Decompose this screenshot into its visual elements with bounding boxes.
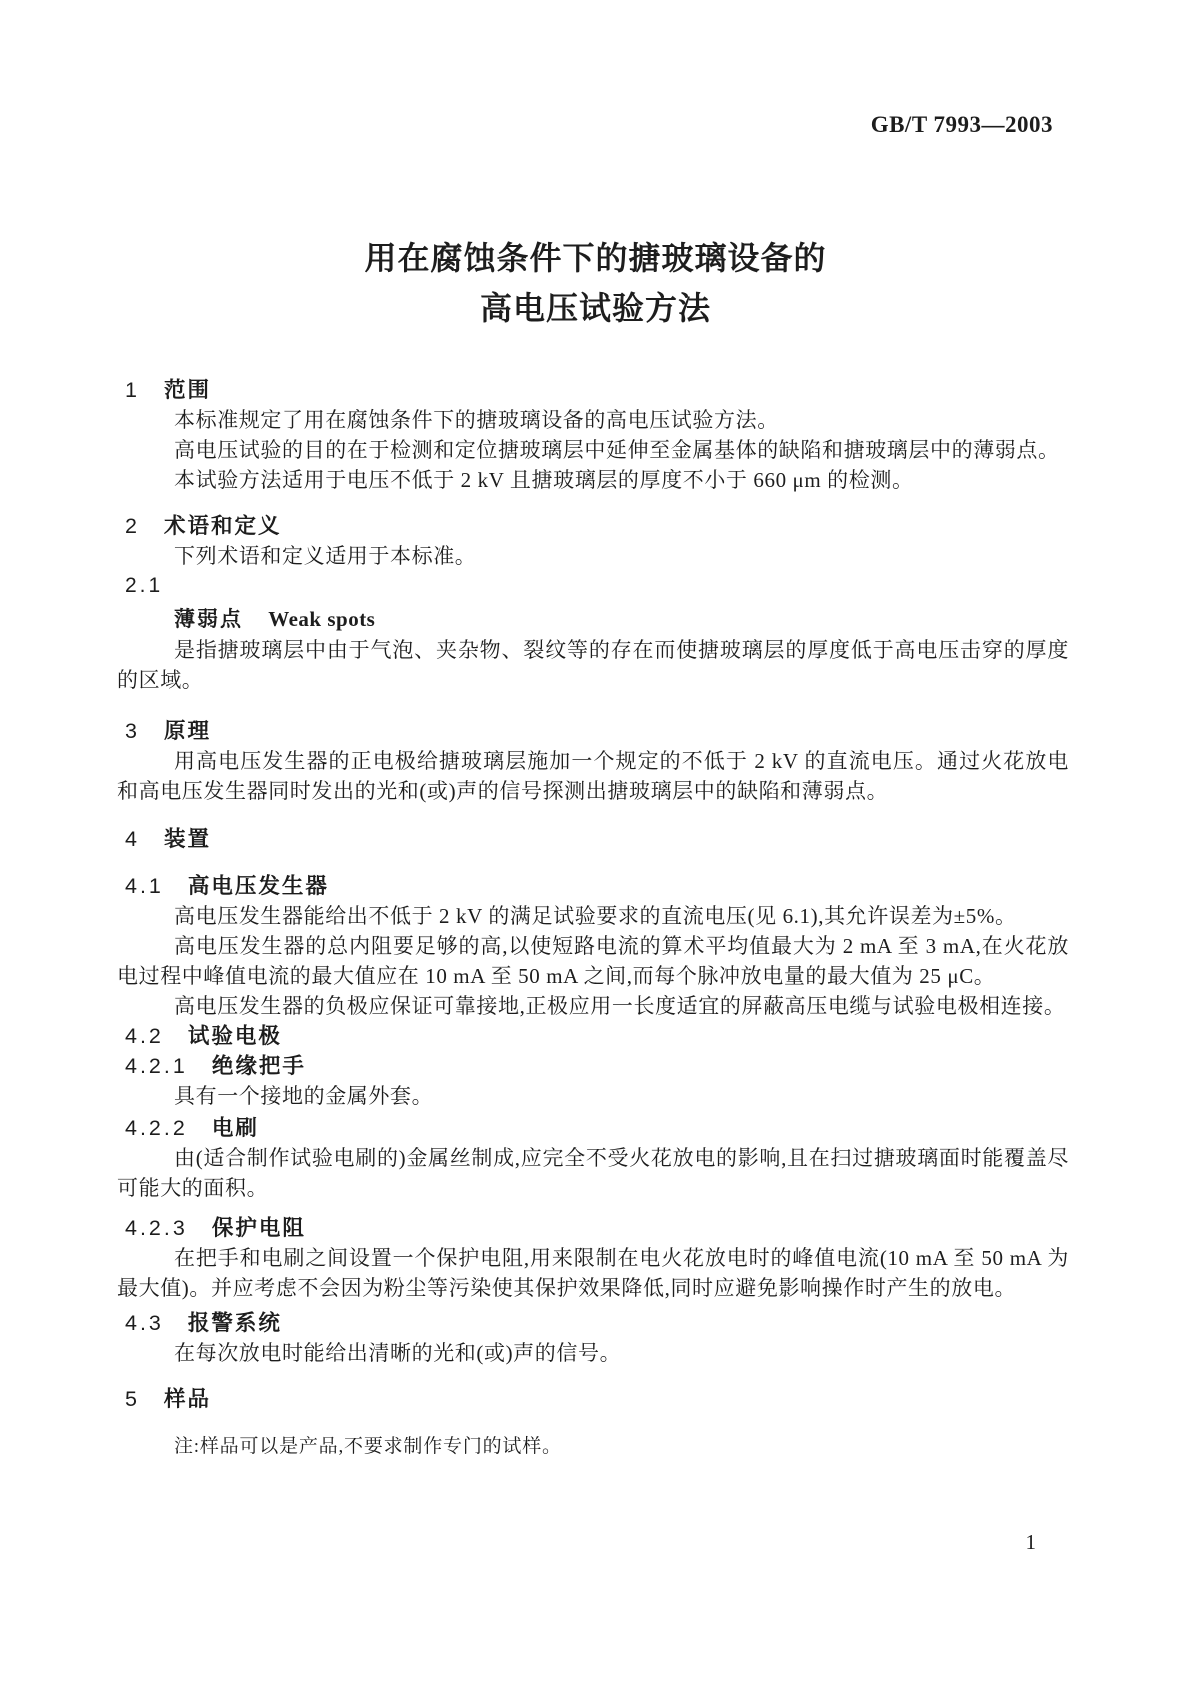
section-4-2-3-number: 4.2.3 [125,1216,188,1240]
section-4-2-heading [125,1021,1069,1051]
term-definition: 是指搪玻璃层中由于气泡、夹杂物、裂纹等的存在而使搪玻璃层的厚度低于高电压击穿的厚度的区域。 [117,638,1069,692]
section-4-3-heading [125,1308,1069,1338]
section-4-2-2-heading [125,1113,1069,1143]
hv-generator-paragraph-3: 高电压发生器的负极应保证可靠接地,正极应用一长度适宜的屏蔽高压电缆与试验电极相连接。 [174,994,1066,1018]
scope-paragraph-1: 本标准规定了用在腐蚀条件下的搪玻璃设备的高电压试验方法。 [174,408,779,432]
section-4-1-title: 高电压发生器 [187,874,329,898]
section-5-number: 5 [125,1387,140,1411]
scope-paragraph-2: 高电压试验的目的在于检测和定位搪玻璃层中延伸至金属基体的缺陷和搪玻璃层中的薄弱点。 [174,438,1060,462]
section-5-title: 样品 [163,1387,211,1411]
sample-note: 注:样品可以是产品,不要求制作专门的试样。 [174,1436,562,1457]
section-4-2-3-title: 保护电阻 [211,1216,306,1240]
section-4-2-2-number: 4.2.2 [125,1116,188,1140]
brush-paragraph: 由(适合制作试验电刷的)金属丝制成,应完全不受火花放电的影响,且在扫过搪玻璃面时能覆盖尽可能大的面积。 [117,1146,1069,1200]
insulating-handle-paragraph: 具有一个接地的金属外套。 [174,1084,434,1108]
section-4-2-title: 试验电极 [187,1024,282,1048]
section-4-1-number: 4.1 [125,874,164,898]
hv-generator-paragraph-2: 高电压发生器的总内阻要足够的高,以使短路电流的算术平均值最大为 2 mA 至 3 mA,在火花放电过程中峰值电流的最大值应在 10 mA 至 50 mA 之间,而每个脉冲放电量的最大值为 25 μC。 [117,934,1069,988]
section-4-2-number: 4.2 [125,1024,164,1048]
section-1-title: 范围 [163,378,211,402]
section-3-heading [125,716,1069,746]
alarm-system-paragraph: 在每次放电时能给出清晰的光和(或)声的信号。 [174,1341,622,1365]
section-4-2-1-heading [125,1051,1069,1081]
section-2-heading [125,511,1069,541]
section-4-2-2-title: 电刷 [211,1116,259,1140]
principle-paragraph: 用高电压发生器的正电极给搪玻璃层施加一个规定的不低于 2 kV 的直流电压。通过火花放电和高电压发生器同时发出的光和(或)声的信号探测出搪玻璃层中的缺陷和薄弱点。 [117,749,1069,803]
section-2-title: 术语和定义 [163,514,282,538]
page-number: 1 [1025,1530,1036,1554]
section-4-1-heading [125,871,1069,901]
hv-generator-paragraph-1: 高电压发生器能给出不低于 2 kV 的满足试验要求的直流电压(见 6.1),其允许误差为±5%。 [174,904,1017,928]
scope-paragraph-3: 本试验方法适用于电压不低于 2 kV 且搪玻璃层的厚度不小于 660 μm 的检测。 [174,468,914,492]
protective-resistor-paragraph: 在把手和电刷之间设置一个保护电阻,用来限制在电火花放电时的峰值电流(10 mA 至 50 mA 为最大值)。并应考虑不会因为粉尘等污染使其保护效果降低,同时应避免影响操作时产生的放电。 [117,1246,1069,1300]
doc-title [0,233,1191,333]
section-4-heading [125,824,1069,854]
section-2-number: 2 [125,514,140,538]
section-4-2-1-number: 4.2.1 [125,1054,188,1078]
term-entry [117,604,1069,635]
section-1-number: 1 [125,378,140,402]
doc-title-line1: 用在腐蚀条件下的搪玻璃设备的 [364,240,827,276]
section-4-3-title: 报警系统 [187,1311,282,1335]
section-4-2-3-heading [125,1213,1069,1243]
section-4-3-number: 4.3 [125,1311,164,1335]
section-1-heading [125,375,1069,405]
section-4-title: 装置 [163,827,211,851]
section-4-2-1-title: 绝缘把手 [211,1054,306,1078]
section-5-heading [125,1384,1069,1414]
term-item-number: 2.1 [125,574,164,597]
document-body [117,375,1069,1461]
terms-intro: 下列术语和定义适用于本标准。 [174,544,477,568]
section-4-number: 4 [125,827,140,851]
doc-title-line2: 高电压试验方法 [479,290,711,326]
section-3-title: 原理 [163,719,211,743]
section-3-number: 3 [125,719,140,743]
term-chinese: 薄弱点 [174,608,243,631]
term-english: Weak spots [268,607,376,631]
standard-code: GB/T 7993—2003 [870,112,1053,137]
